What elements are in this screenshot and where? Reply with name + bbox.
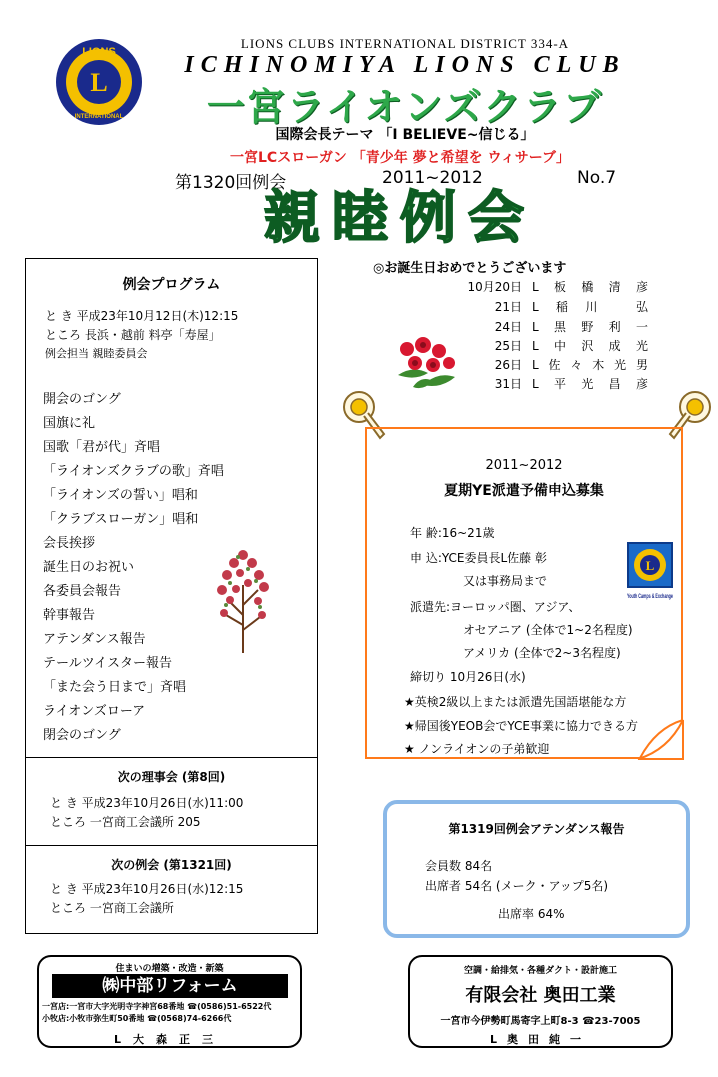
yce-logo-letter: L — [645, 558, 655, 573]
next-board-title: 次の理事会 (第8回) — [117, 770, 226, 784]
ye-age: 年 齢:16~21歳 — [410, 526, 495, 540]
birthday-date: 24日 — [494, 320, 522, 334]
ad2-company: 有限会社 奥田工業 — [465, 985, 616, 1006]
birthday-date: 31日 — [494, 377, 522, 391]
attendance-members: 会員数 84名 — [425, 859, 493, 873]
ad2-person: L奥田純一 — [489, 1033, 591, 1046]
ye-year: 2011~2012 — [485, 458, 563, 473]
program-item: テールツイスター報告 — [43, 656, 172, 671]
meeting-number: 第1320回例会 — [175, 173, 287, 193]
yce-logo — [625, 540, 675, 608]
birthday-date: 25日 — [494, 339, 522, 353]
page-title: 親睦例会 — [264, 186, 536, 251]
birthday-name: L黒野利一 — [532, 320, 648, 334]
ye-destination: 派遣先:ヨーロッパ圏、アジア、 — [410, 600, 581, 614]
birthday-name: L平光昌彦 — [532, 377, 648, 391]
ad1-person: L大森正三 — [113, 1033, 225, 1046]
ad1-address-1: 一宮店:一宮市大字光明寺字神宮68番地 ☎(0586)51-6522代 — [42, 1002, 272, 1011]
divider — [25, 757, 318, 758]
next-meeting-title: 次の例会 (第1321回) — [111, 858, 232, 872]
program-item: 国旗に礼 — [43, 416, 96, 431]
birthday-row — [452, 278, 648, 295]
ye-apply-alt: 又は事務局まで — [463, 574, 548, 588]
birthday-name: L中沢成光 — [532, 339, 648, 353]
next-board-where: ところ 一宮商工会議所 205 — [50, 815, 201, 829]
ye-apply: 申 込:YCE委員長L佐藤 彰 — [410, 551, 547, 565]
birthday-date: 10月20日 — [467, 280, 522, 294]
program-item: 開会のゴング — [43, 392, 121, 407]
divider — [25, 845, 318, 846]
ye-destination-3: アメリカ (全体で2~3名程度) — [463, 646, 621, 660]
attendance-title: 第1319回例会アテンダンス報告 — [448, 822, 625, 836]
rose-bouquet-illustration — [393, 335, 463, 391]
ye-deadline: 締切り 10月26日(水) — [410, 670, 526, 684]
program-item: 「ライオンズの誓い」唱和 — [43, 488, 198, 503]
birthday-name: L佐々木光男 — [532, 358, 648, 372]
birthday-row — [452, 298, 648, 315]
logo-letter: L — [90, 68, 108, 97]
birthday-row — [452, 337, 648, 354]
ad2-tagline: 空調・給排気・各種ダクト・設計施工 — [463, 966, 617, 976]
program-item: 閉会のゴング — [43, 728, 121, 743]
program-where: ところ 長浜・越前 料亭「寿屋」 — [45, 328, 221, 342]
ad1-tagline: 住まいの増築・改造・新築 — [115, 964, 224, 974]
ye-title: 夏期YE派遣予備申込募集 — [444, 483, 604, 499]
page-curl-decoration — [638, 720, 683, 759]
program-item: 誕生日のお祝い — [43, 560, 135, 575]
program-item: 各委員会報告 — [43, 584, 122, 599]
yce-logo-text: Youth Camps & Exchange — [627, 594, 674, 600]
attendance-rate: 出席率 64% — [498, 907, 565, 921]
program-item: 「クラブスローガン」唱和 — [43, 512, 199, 527]
birthday-title: ◎お誕生日おめでとうございます — [373, 261, 567, 276]
birthday-name: L稲川 弘 — [532, 300, 648, 314]
president-theme: 国際会長テーマ 「I BELIEVE~信じる」 — [275, 127, 535, 143]
ad2-address: 一宮市今伊勢町馬寄字上町8-3 ☎23-7005 — [440, 1016, 641, 1027]
birthday-date: 26日 — [494, 358, 522, 372]
ad1-company: ㈱中部リフォーム — [52, 974, 288, 998]
ad1-address-2: 小牧店:小牧市弥生町50番地 ☎(0568)74-6266代 — [42, 1014, 232, 1023]
flower-tree-illustration — [212, 545, 274, 655]
birthday-date: 21日 — [494, 300, 522, 314]
next-board-when: と き 平成23年10月26日(水)11:00 — [50, 796, 244, 810]
program-item: 「ライオンズクラブの歌」斉唱 — [43, 464, 224, 479]
next-meeting-where: ところ 一宮商工会議所 — [50, 901, 174, 915]
program-item: 「また会う日まで」斉唱 — [43, 680, 187, 695]
program-item: 会長挨拶 — [43, 536, 96, 551]
club-slogan: 一宮LCスローガン 「青少年 夢と希望を ウィサーブ」 — [230, 150, 570, 166]
program-when: と き 平成23年10月12日(木)12:15 — [45, 309, 239, 323]
birthday-row — [452, 318, 648, 335]
birthday-name: L板橋清彦 — [532, 280, 648, 294]
attendance-attendees: 出席者 54名 (メーク・アップ5名) — [425, 879, 609, 893]
ye-note: ★ ノンライオンの子弟歓迎 — [404, 742, 550, 756]
ye-note: ★帰国後YEOB会でYCE事業に協力できる方 — [404, 719, 638, 733]
issue-number: No.7 — [577, 168, 617, 188]
logo-text-bottom: INTERNATIONAL — [74, 114, 124, 120]
birthday-row — [452, 356, 648, 373]
program-host: 例会担当 親睦委員会 — [45, 347, 148, 360]
birthday-row — [452, 375, 648, 392]
program-item: 国歌「君が代」斉唱 — [43, 440, 161, 455]
next-meeting-when: と き 平成23年10月26日(水)12:15 — [50, 882, 244, 896]
meeting-year: 2011~2012 — [382, 168, 483, 188]
program-item: ライオンズローア — [43, 704, 146, 719]
logo-text-top: LIONS — [82, 46, 116, 58]
program-item: アテンダンス報告 — [43, 632, 146, 647]
program-item: 幹事報告 — [43, 608, 96, 623]
ye-note: ★英検2級以上または派遣先国語堪能な方 — [404, 695, 627, 709]
district-line: LIONS CLUBS INTERNATIONAL DISTRICT 334-A — [240, 36, 570, 51]
club-name-en: ICHINOMIYA LIONS CLUB — [184, 52, 626, 78]
club-name-jp: 一宮ライオンズクラブ — [206, 85, 604, 129]
program-title: 例会プログラム — [122, 277, 221, 293]
ye-destination-2: オセアニア (全体で1~2名程度) — [463, 623, 633, 637]
lions-logo — [55, 38, 143, 126]
